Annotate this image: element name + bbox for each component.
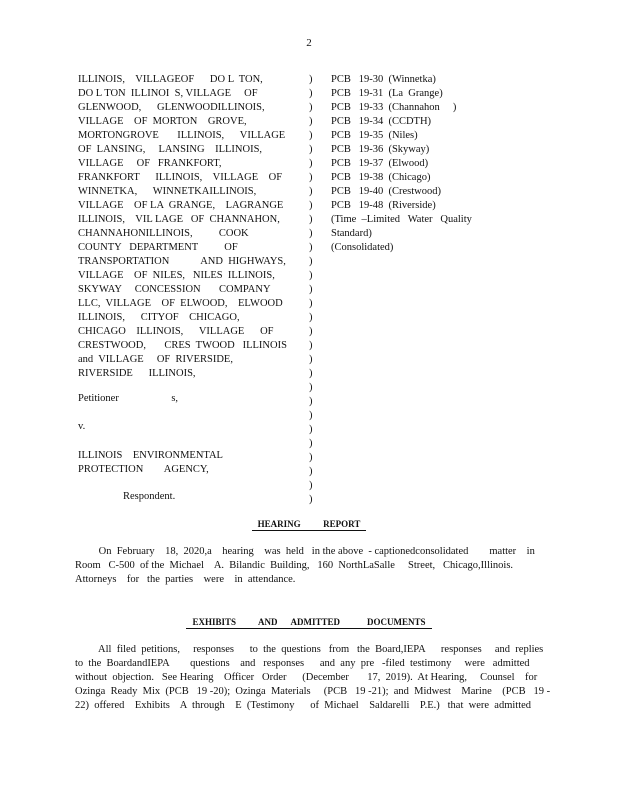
caption-parties xyxy=(78,73,287,381)
caption-party-line: DO L TON ILLINOI S, VILLAGE OF xyxy=(78,88,258,99)
caption-party-line: ILLINOIS, CITYOF CHICAGO, xyxy=(78,312,240,323)
case-number-line: PCB 19-40 (Crestwood) xyxy=(331,186,441,197)
caption-party-line: VILLAGE OF LA GRANGE, LAGRANGE xyxy=(78,200,284,211)
caption-parenthesis: ) xyxy=(309,382,313,393)
caption-parenthesis: ) xyxy=(309,410,313,421)
caption-party-line: RIVERSIDE ILLINOIS, xyxy=(78,368,196,379)
caption-parenthesis: ) xyxy=(309,480,313,491)
agency-line: PROTECTION AGENCY, xyxy=(78,464,209,475)
case-number-line: PCB 19-31 (La Grange) xyxy=(331,88,443,99)
caption-parenthesis: ) xyxy=(309,130,313,141)
caption-parentheses xyxy=(309,73,313,507)
paragraph-line: to the BoardandIEPA questions and responses and any pre -filed testimony were admitted xyxy=(75,658,530,669)
paragraph-line: Ozinga Ready Mix (PCB 19 -20); Ozinga Materials (PCB 19 -21); and Midwest Marine (PCB 19 - xyxy=(75,686,551,697)
caption-case-numbers xyxy=(331,73,472,255)
hearing-report-heading-text: HEARING REPORT xyxy=(252,519,367,531)
caption-parenthesis: ) xyxy=(309,424,313,435)
versus-label: v. xyxy=(78,421,86,432)
caption-parenthesis: ) xyxy=(309,144,313,155)
caption-parenthesis: ) xyxy=(309,158,313,169)
caption-party-line: CRESTWOOD, CRES TWOOD ILLINOIS xyxy=(78,340,287,351)
caption-parenthesis: ) xyxy=(309,466,313,477)
caption-party-line: and VILLAGE OF RIVERSIDE, xyxy=(78,354,233,365)
caption-parenthesis: ) xyxy=(309,102,313,113)
caption-parenthesis: ) xyxy=(309,214,313,225)
respondent-label: Respondent. xyxy=(123,491,176,502)
page-number: 2 xyxy=(306,37,312,49)
case-number-line: PCB 19-37 (Elwood) xyxy=(331,158,429,169)
petitioner-label: Petitioner s, xyxy=(78,393,179,404)
case-number-line: PCB 19-33 (Channahon ) xyxy=(331,102,457,113)
case-number-line: Standard) xyxy=(331,228,372,239)
agency-line: ILLINOIS ENVIRONMENTAL xyxy=(78,450,223,461)
case-number-line: PCB 19-35 (Niles) xyxy=(331,130,418,141)
case-number-line: PCB 19-48 (Riverside) xyxy=(331,200,436,211)
caption-party-line: LLC, VILLAGE OF ELWOOD, ELWOOD xyxy=(78,298,283,309)
case-number-line: (Consolidated) xyxy=(331,242,394,253)
caption-party-line: GLENWOOD, GLENWOODILLINOIS, xyxy=(78,102,265,113)
paragraph-line: Room C-500 of the Michael A. Bilandic Building, 160 NorthLaSalle Street, Chicago,Illinois. xyxy=(75,560,514,571)
caption-parenthesis: ) xyxy=(309,88,313,99)
caption-parenthesis: ) xyxy=(309,116,313,127)
exhibits-heading-text: EXHIBITS AND ADMITTED DOCUMENTS xyxy=(186,617,431,629)
caption-party-line: VILLAGE OF FRANKFORT, xyxy=(78,158,222,169)
caption-party-line: FRANKFORT ILLINOIS, VILLAGE OF xyxy=(78,172,283,183)
hearing-report-heading xyxy=(0,519,618,529)
case-number-line: PCB 19-38 (Chicago) xyxy=(331,172,431,183)
paragraph-line: On February 18, 2020,a hearing was held in the above - captionedconsolidated matter in xyxy=(75,546,535,557)
caption-parenthesis: ) xyxy=(309,452,313,463)
caption-parenthesis: ) xyxy=(309,396,313,407)
caption-party-line: ILLINOIS, VIL LAGE OF CHANNAHON, xyxy=(78,214,280,225)
caption-party-line: VILLAGE OF NILES, NILES ILLINOIS, xyxy=(78,270,275,281)
exhibits-heading xyxy=(0,617,618,627)
caption-party-line: WINNETKA, WINNETKAILLINOIS, xyxy=(78,186,257,197)
caption-party-line: ILLINOIS, VILLAGEOF DO L TON, xyxy=(78,74,263,85)
caption-parenthesis: ) xyxy=(309,200,313,211)
caption-parenthesis: ) xyxy=(309,494,313,505)
caption-parenthesis: ) xyxy=(309,270,313,281)
exhibits-paragraph xyxy=(75,643,551,713)
caption-parenthesis: ) xyxy=(309,172,313,183)
caption-parenthesis: ) xyxy=(309,186,313,197)
caption-party-line: COUNTY DEPARTMENT OF xyxy=(78,242,238,253)
respondent-agency xyxy=(78,449,223,477)
paragraph-line: without objection. See Hearing Officer Order (December 17, 2019). At Hearing, Counsel for xyxy=(75,672,538,683)
caption-parenthesis: ) xyxy=(309,312,313,323)
caption-parenthesis: ) xyxy=(309,340,313,351)
caption-party-line: CHICAGO ILLINOIS, VILLAGE OF xyxy=(78,326,274,337)
caption-party-line: SKYWAY CONCESSION COMPANY xyxy=(78,284,271,295)
caption-party-line: MORTONGROVE ILLINOIS, VILLAGE xyxy=(78,130,286,141)
caption-parenthesis: ) xyxy=(309,242,313,253)
case-number-line: PCB 19-30 (Winnetka) xyxy=(331,74,436,85)
caption-parenthesis: ) xyxy=(309,256,313,267)
caption-parenthesis: ) xyxy=(309,298,313,309)
caption-party-line: VILLAGE OF MORTON GROVE, xyxy=(78,116,247,127)
caption-party-line: TRANSPORTATION AND HIGHWAYS, xyxy=(78,256,286,267)
caption-parenthesis: ) xyxy=(309,368,313,379)
paragraph-line: Attorneys for the parties were in attendance. xyxy=(75,574,296,585)
paragraph-line: All filed petitions, responses to the questions from the Board,IEPA responses and replies xyxy=(75,644,544,655)
case-number-line: PCB 19-34 (CCDTH) xyxy=(331,116,432,127)
caption-parenthesis: ) xyxy=(309,228,313,239)
caption-parenthesis: ) xyxy=(309,326,313,337)
caption-party-line: CHANNAHONILLINOIS, COOK xyxy=(78,228,249,239)
case-number-line: PCB 19-36 (Skyway) xyxy=(331,144,430,155)
caption-parenthesis: ) xyxy=(309,438,313,449)
caption-parenthesis: ) xyxy=(309,74,313,85)
caption-parenthesis: ) xyxy=(309,354,313,365)
caption-parenthesis: ) xyxy=(309,284,313,295)
paragraph-line: 22) offered Exhibits A through E (Testimony of Michael Saldarelli P.E.) that were admitted xyxy=(75,700,532,711)
caption-party-line: OF LANSING, LANSING ILLINOIS, xyxy=(78,144,263,155)
hearing-report-paragraph xyxy=(75,545,533,587)
case-number-line: (Time –Limited Water Quality xyxy=(331,214,472,225)
